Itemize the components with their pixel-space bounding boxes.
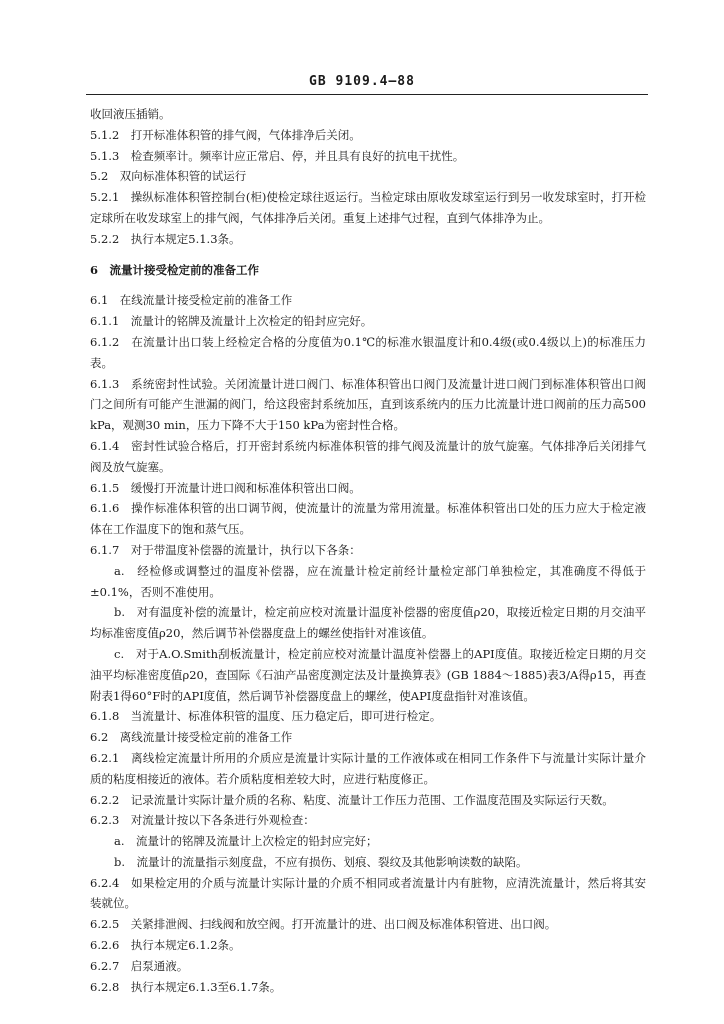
clause-6-1: 6.1 在线流量计接受检定前的准备工作 xyxy=(90,293,293,308)
clause-6-2-7: 6.2.7 启泵通液。 xyxy=(90,958,189,973)
clause-6-2-4: 6.2.4 如果检定用的介质与流量计实际计量的介质不相同或者流量计内有脏物，应清洗流量计，然后将其安装就位。 xyxy=(90,875,646,911)
spacer xyxy=(90,280,646,290)
standard-code: GB 9109.4—88 xyxy=(309,74,415,89)
clause-6-1-4: 6.1.4 密封性试验合格后，打开密封系统内标准体积管的排气阀及流量计的放气旋塞。气体排净后关闭排气阀及放气旋塞。 xyxy=(90,438,646,474)
clause-6-2-1: 6.2.1 离线检定流量计所用的介质应是流量计实际计量的工作液体或在相同工作条件下与流量计实际计量介质的粘度相接近的液体。若介质粘度相差较大时，应进行粘度修正。 xyxy=(90,750,646,786)
clause-6-1-7-c: c. 对于A.O.Smith刮板流量计，检定前应校对流量计温度补偿器上的API度值。取接近检定日期的月交油平均标准密度值ρ20，查国际《石油产品密度测定法及计量换算表》(GB 1884～1885)表3/A得ρ15，再查附表1得60°F时的API度值，然后调节补偿器度盘上的螺丝，使API度盘指针对准该值。 xyxy=(90,646,646,703)
clause-6-2: 6.2 离线流量计接受检定前的准备工作 xyxy=(90,730,293,745)
clause-5-1-3: 5.1.3 检查频率计。频率计应正常启、停，并且具有良好的抗电干扰性。 xyxy=(90,148,465,163)
clause-6-1-6: 6.1.6 操作标准体积管的出口调节阀，使流量计的流量为常用流量。标准体积管出口处的压力应大于检定液体在工作温度下的饱和蒸气压。 xyxy=(90,501,646,537)
document-body xyxy=(90,104,646,997)
clause-6-1-1: 6.1.1 流量计的铭牌及流量计上次检定的铅封应完好。 xyxy=(90,314,373,329)
clause-6-2-3: 6.2.3 对流量计按以下各条进行外观检查： xyxy=(90,813,315,828)
clause-6-2-3-b: b. 流量计的流量指示刻度盘，不应有损伤、划痕、裂纹及其他影响读数的缺陷。 xyxy=(114,854,528,869)
clause-6-2-8: 6.2.8 执行本规定6.1.3至6.1.7条。 xyxy=(90,979,282,994)
spacer xyxy=(90,250,646,260)
clause-6-1-2: 6.1.2 在流量计出口装上经检定合格的分度值为0.1℃的标准水银温度计和0.4级(或0.4级以上)的标准压力表。 xyxy=(90,334,646,370)
clause-6-1-7-b: b. 对有温度补偿的流量计，检定前应校对流量计温度补偿器的密度值ρ20，取接近检定日期的月交油平均标准密度值ρ20，然后调节补偿器度盘上的螺丝使指针对准该值。 xyxy=(90,605,646,641)
clause-6-1-7-a: a. 经检修或调整过的温度补偿器，应在流量计检定前经计量检定部门单独检定，其准确度不得低于±0.1%，否则不准使用。 xyxy=(90,563,646,599)
clause-6-1-7: 6.1.7 对于带温度补偿器的流量计，执行以下各条： xyxy=(90,542,361,557)
clause-5-2-1: 5.2.1 操纵标准体积管控制台(柜)使检定球往返运行。当检定球由原收发球室运行到另一收发球室时，打开检定球所在收发球室上的排气阀，气体排净后关闭。重复上述排气过程，直到气体排净为止。 xyxy=(90,190,646,225)
clause-5-2-2: 5.2.2 执行本规定5.1.3条。 xyxy=(90,231,241,246)
clause-6-2-2: 6.2.2 记录流量计实际计量介质的名称、粘度、流量计工作压力范围、工作温度范围及实际运行天数。 xyxy=(90,792,614,807)
section-6-heading: 6 流量计接受检定前的准备工作 xyxy=(90,262,259,277)
clause-6-2-5: 6.2.5 关紧排泄阀、扫线阀和放空阀。打开流量计的进、出口阀及标准体积管进、出口阀。 xyxy=(90,917,557,932)
paragraph: 收回液压插销。 xyxy=(90,107,171,121)
clause-5-2: 5.2 双向标准体积管的试运行 xyxy=(90,169,247,184)
clause-6-1-5: 6.1.5 缓慢打开流量计进口阀和标准体积管出口阀。 xyxy=(90,480,361,495)
clause-6-2-6: 6.2.6 执行本规定6.1.2条。 xyxy=(90,938,241,953)
clause-6-1-8: 6.1.8 当流量计、标准体积管的温度、压力稳定后，即可进行检定。 xyxy=(90,709,442,724)
header-rule xyxy=(86,94,648,95)
clause-6-1-3: 6.1.3 系统密封性试验。关闭流量计进口阀门、标准体积管出口阀门及流量计进口阀门到标准体积管出口阀门之间所有可能产生泄漏的阀门，给这段密封系统加压，直到该系统内的压力比流量计进口阀前的压力高500 kPa，观测30 min，压力下降不大于150 kPa为密封性合格。 xyxy=(90,376,646,433)
clause-6-2-3-a: a. 流量计的铭牌及流量计上次检定的铅封应完好； xyxy=(114,834,378,849)
clause-5-1-2: 5.1.2 打开标准体积管的排气阀，气体排净后关闭。 xyxy=(90,127,361,142)
